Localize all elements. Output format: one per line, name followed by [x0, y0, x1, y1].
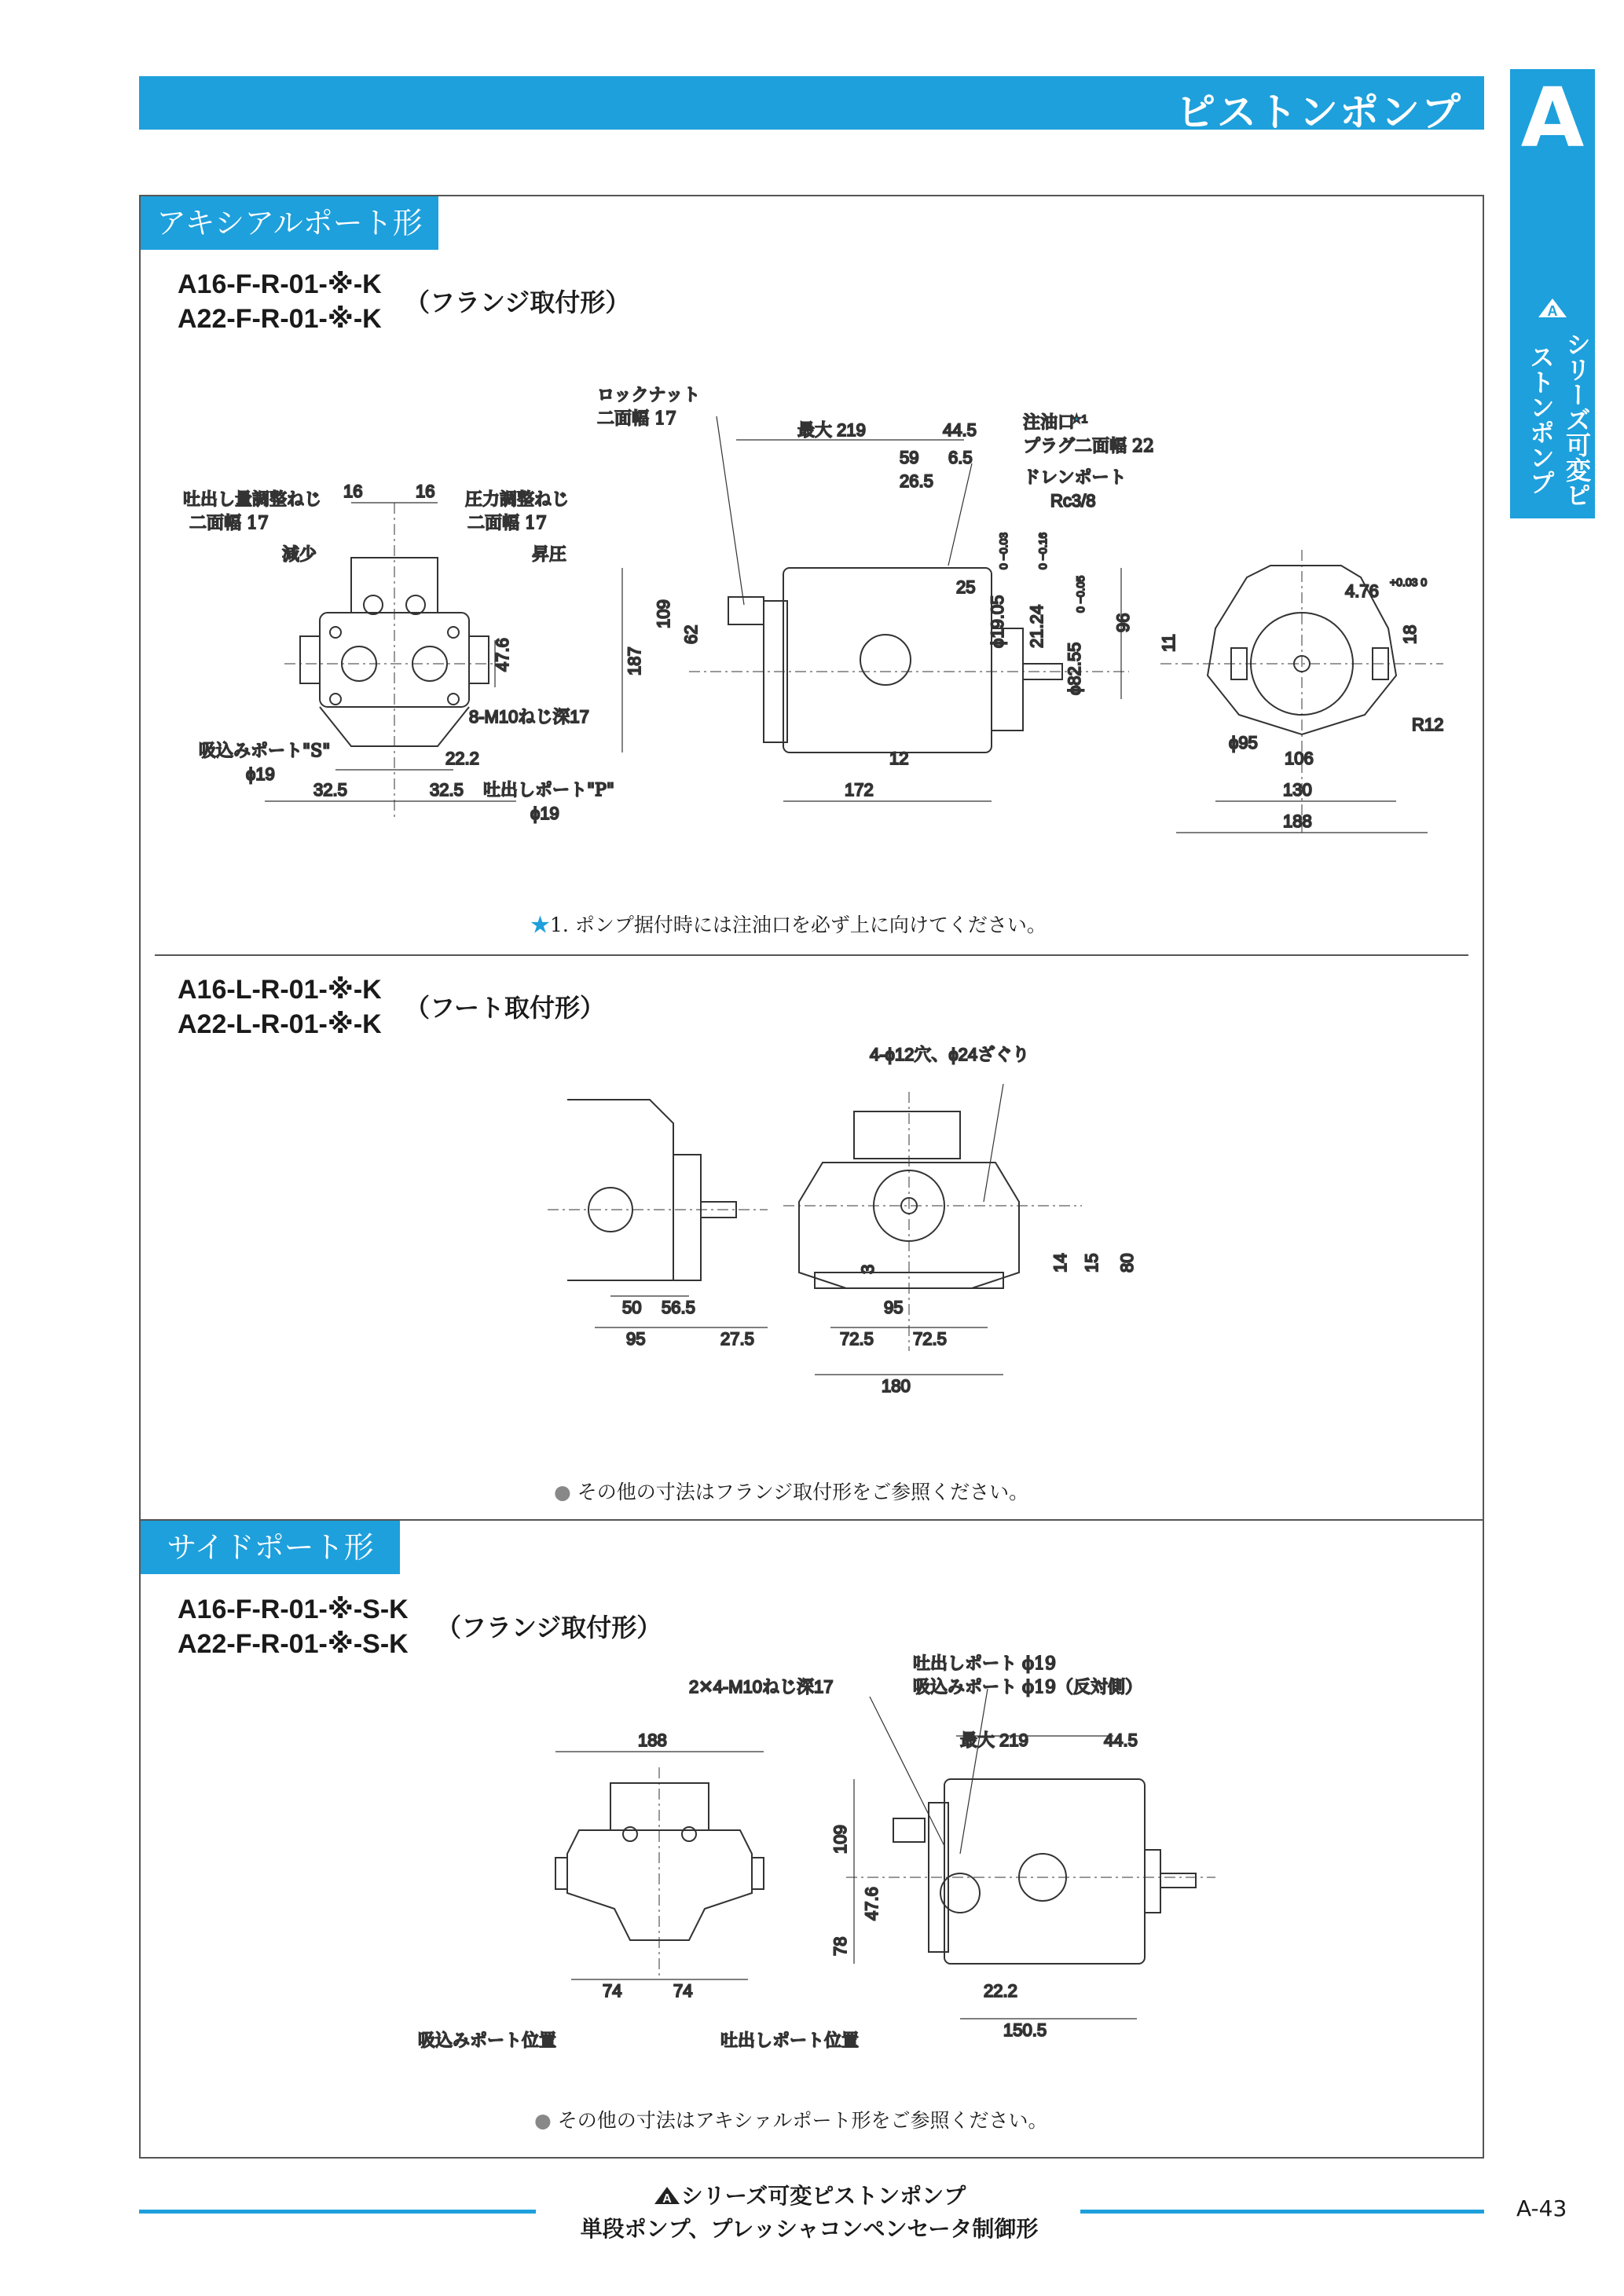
oil-inlet-star-mark: ★1 — [1072, 412, 1088, 425]
dim-187: 187 — [625, 646, 644, 676]
dim-11: 11 — [1159, 634, 1179, 652]
label-discharge-dia: ϕ19 — [530, 804, 559, 823]
dim-188-side: 188 — [638, 1730, 667, 1750]
dim-dia-19-05: ϕ19.05 — [988, 595, 1007, 648]
dim-44-5: 44.5 — [943, 420, 977, 440]
page-number: A-43 — [1516, 2195, 1567, 2221]
dim-32-5-left: 32.5 — [313, 780, 347, 800]
note-foot — [554, 1477, 1028, 1505]
label-suction-port: 吸込みポート"S" — [199, 742, 331, 761]
note-oil-inlet — [530, 910, 1047, 938]
model-a16-foot: A16-L-R-01-※-K — [178, 975, 382, 1005]
dim-25: 25 — [956, 577, 976, 597]
dim-3: 3 — [858, 1264, 878, 1274]
footer-subtitle: 単段ポンプ、プレッシャコンペンセータ制御形 — [580, 2216, 1039, 2242]
tol-4-76: +0.03 0 — [1390, 576, 1428, 588]
dim-15: 15 — [1082, 1253, 1102, 1273]
drawing-axial-port — [139, 377, 1484, 848]
dim-130: 130 — [1283, 780, 1312, 800]
dim-dia-95: ϕ95 — [1229, 733, 1258, 753]
label-suction-dia: ϕ19 — [246, 764, 275, 784]
dim-16-left: 16 — [343, 482, 363, 501]
dim-16-right: 16 — [416, 482, 435, 501]
series-logo-icon — [1537, 297, 1568, 319]
dim-dia-82-55: ϕ82.55 — [1065, 642, 1084, 695]
label-lock-nut-width: 二面幅 17 — [597, 409, 676, 429]
bullet-icon: ● — [554, 1481, 571, 1503]
label-discharge-port: 吐出しポート"P" — [483, 781, 615, 800]
page-title: ピストンポンプ — [1176, 90, 1462, 135]
dim-44-5-side: 44.5 — [1104, 1730, 1138, 1750]
section-heading-side: サイドポート形 — [141, 1521, 400, 1574]
tab-letter: A — [1520, 70, 1585, 166]
dim-56-5: 56.5 — [662, 1298, 695, 1317]
dim-150-5: 150.5 — [1003, 2020, 1047, 2040]
drawing-foot-mount — [139, 1037, 1484, 1406]
model-numbers-foot — [178, 972, 382, 1042]
bullet-icon: ● — [534, 2109, 552, 2132]
dim-47-6-side: 47.6 — [862, 1887, 882, 1921]
dim-21-24: 21.24 — [1027, 604, 1047, 648]
tab-label: シリーズ可変ピストンポンプ — [1526, 331, 1592, 507]
note-side — [534, 2105, 1048, 2133]
dim-78: 78 — [830, 1936, 850, 1956]
label-oil-inlet: 注油口 — [1023, 413, 1076, 433]
label-drain-size: Rc3/8 — [1050, 491, 1096, 511]
label-discharge-adjust-width: 二面幅 17 — [189, 514, 269, 533]
label-lock-nut: ロックナット — [597, 386, 701, 405]
label-side-discharge-port: 吐出しポート ϕ19 — [913, 1654, 1056, 1674]
model-numbers-axial — [178, 267, 382, 336]
footer-line1 — [542, 2180, 1076, 2213]
dim-62: 62 — [681, 624, 701, 644]
dim-74-right: 74 — [673, 1981, 693, 2001]
footer-series-name: シリーズ可変ピストンポンプ — [680, 2183, 966, 2209]
model-a22-foot: A22-L-R-01-※-K — [178, 1009, 382, 1039]
dim-95-end: 95 — [884, 1298, 904, 1317]
side-port-front-view — [555, 1752, 764, 1979]
svg-text:A: A — [662, 2192, 672, 2206]
label-suction-position: 吸込みポート位置 — [418, 2031, 557, 2051]
label-plug-width: プラグ二面幅 22 — [1023, 437, 1154, 456]
tol-19-05: 0 −0.03 — [997, 532, 1010, 569]
divider-1 — [155, 954, 1468, 956]
dim-32-5-right: 32.5 — [430, 780, 464, 800]
label-foot-holes: 4-ϕ12穴、ϕ24ざぐり — [870, 1045, 1030, 1064]
dim-22-2: 22.2 — [445, 749, 479, 768]
dim-172: 172 — [845, 780, 874, 800]
label-discharge-position: 吐出しポート位置 — [720, 2031, 860, 2051]
label-pressure-adjust: 圧力調整ねじ — [465, 490, 570, 510]
note-oil-inlet-text: 1. ポンプ据付時には注油口を必ず上に向けてください。 — [550, 914, 1047, 936]
model-a16-flange: A16-F-R-01-※-K — [178, 269, 382, 299]
side-port-side-view — [846, 1689, 1215, 2019]
dim-4-76: 4.76 — [1345, 581, 1379, 601]
footer-title — [542, 2180, 1076, 2246]
model-a22-side: A22-F-R-01-※-S-K — [178, 1629, 409, 1659]
tol-21-24: 0 −0.16 — [1036, 532, 1049, 569]
section-heading-axial: アキシアルポート形 — [141, 196, 438, 250]
tol-82-55: 0 −0.05 — [1074, 575, 1087, 613]
dim-r12: R12 — [1412, 715, 1444, 734]
label-drain-port: ドレンポート — [1023, 468, 1127, 488]
dim-6-5: 6.5 — [948, 448, 973, 467]
star-icon: ★ — [530, 914, 551, 936]
label-tapped-holes: 8-M10ねじ深17 — [469, 707, 589, 727]
dim-26-5: 26.5 — [900, 471, 933, 491]
note-side-text: その他の寸法はアキシァルポート形をご参照ください。 — [557, 2109, 1048, 2132]
mount-type-flange: （フランジ取付形） — [405, 287, 631, 317]
dim-96: 96 — [1113, 613, 1133, 632]
dim-180: 180 — [882, 1376, 911, 1396]
dim-109: 109 — [654, 599, 673, 628]
side-index-tab[interactable] — [1510, 69, 1595, 518]
dim-72-5-left: 72.5 — [840, 1329, 874, 1349]
dim-max-219-side: 最大 219 — [960, 1730, 1028, 1750]
dim-80: 80 — [1117, 1253, 1137, 1273]
dim-95-side: 95 — [626, 1329, 646, 1349]
label-increase: 昇圧 — [532, 545, 567, 565]
model-a16-side: A16-F-R-01-※-S-K — [178, 1595, 409, 1624]
dim-74-left: 74 — [603, 1981, 622, 2001]
dim-27-5: 27.5 — [720, 1329, 754, 1349]
dim-50: 50 — [622, 1298, 642, 1317]
foot-side-view — [548, 1100, 768, 1327]
dim-14: 14 — [1050, 1253, 1070, 1273]
dim-72-5-right: 72.5 — [913, 1329, 947, 1349]
svg-text:A: A — [1547, 303, 1558, 319]
mount-type-side: （フランジ取付形） — [436, 1613, 662, 1642]
note-foot-text: その他の寸法はフランジ取付形をご参照ください。 — [577, 1481, 1029, 1503]
label-discharge-adjust: 吐出し量調整ねじ — [183, 490, 322, 510]
dim-max-219: 最大 219 — [797, 420, 866, 440]
dim-12: 12 — [889, 749, 909, 768]
series-logo-icon — [653, 2185, 681, 2206]
label-pressure-adjust-width: 二面幅 17 — [467, 514, 547, 533]
mount-type-foot: （フート取付形） — [405, 993, 606, 1023]
footer-line-right — [1080, 2210, 1484, 2214]
footer-line-left — [139, 2210, 536, 2214]
dim-188: 188 — [1283, 811, 1312, 831]
drawing-side-port — [139, 1650, 1484, 2066]
dim-47-6: 47.6 — [493, 638, 512, 672]
dim-59: 59 — [900, 448, 919, 467]
label-decrease: 減少 — [282, 545, 317, 565]
dim-22-2-side: 22.2 — [984, 1981, 1017, 2001]
dim-109-side: 109 — [830, 1825, 850, 1854]
dim-106: 106 — [1285, 749, 1314, 768]
dim-18: 18 — [1400, 624, 1420, 644]
header-banner — [139, 76, 1484, 135]
model-a22-flange: A22-F-R-01-※-K — [178, 304, 382, 334]
label-side-tapped: 2✕4-M10ねじ深17 — [689, 1677, 834, 1697]
label-side-suction-port: 吸込みポート ϕ19（反対側） — [913, 1678, 1142, 1697]
